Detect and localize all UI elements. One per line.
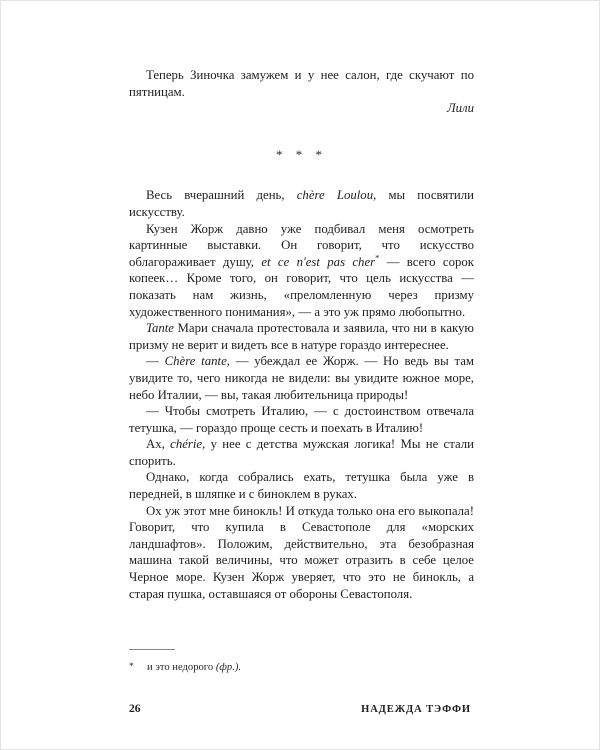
italic-text-run: et ce n'est pas cher	[261, 254, 376, 269]
footnote-language-note: (фр.).	[215, 662, 242, 673]
footnote-area	[129, 649, 474, 675]
paragraph	[129, 187, 474, 220]
italic-text-run: Chère tante	[164, 354, 227, 369]
italic-text-run: Tante	[146, 321, 174, 336]
paragraph	[129, 403, 474, 436]
section-break: * * *	[276, 146, 327, 162]
text-run: — всего сорок копеек… Кроме того, он говорит, что цель искусства — показать нам жизнь, «преломленную через призму художественного понимания», — а это уж прямо любопытно.	[129, 254, 474, 319]
footnote-divider	[129, 649, 175, 650]
text-run: Однако, когда собрались ехать, тетушка была уже в передней, в шляпке и с биноклем в руках.	[129, 470, 474, 502]
body-paragraphs	[129, 187, 474, 602]
italic-text-run: chère Loulou	[296, 188, 374, 203]
paragraph	[129, 436, 474, 469]
author-name: НАДЕЖДА ТЭФФИ	[361, 704, 471, 715]
text-run: Ох уж этот мне бинокль! И откуда только она его выкопала! Говорит, что купила в Севастополе для «морских ландшафтов». Положим, действительно, эта безобразная машина такой величины, что может отразить в себе целое Черное море. Кузен Жорж уверяет, что это не бинокль, а старая пушка, оставшаяся от обороны Севастополя.	[129, 503, 474, 601]
text-run: Кузен Жорж давно уже подбивал меня осмотреть картинные выставки. Он говорит, что искусство облагораживает душу,	[129, 221, 474, 269]
paragraph	[129, 221, 474, 321]
text-run: , у нее с детства мужская логика! Мы не стали спорить.	[129, 437, 474, 468]
footnote-marker: *	[129, 662, 134, 672]
footnote-reference-marker: *	[375, 253, 380, 263]
signature: Лили	[446, 101, 474, 116]
text-run: — Чтобы смотреть Италию, — с достоинством отвечала тетушка, — гораздо проще сесть и поехать в Италию!	[129, 404, 474, 435]
paragraph	[129, 503, 474, 603]
paragraph	[129, 353, 474, 403]
page-footer	[129, 703, 471, 715]
italic-text-run: chérie	[170, 437, 203, 452]
footnote-text: и это недорого	[147, 662, 216, 673]
footnote	[129, 660, 474, 675]
text-run: Весь вчерашний день,	[146, 188, 297, 203]
paragraph	[129, 469, 474, 502]
paragraph	[129, 320, 474, 353]
text-run: —	[146, 354, 165, 369]
opening-paragraph: Теперь Зиночка замужем и у нее салон, где скучают по пятницам.	[129, 68, 474, 99]
text-run: , мы посвятили искусству.	[129, 188, 474, 219]
text-run: Ах,	[146, 437, 171, 452]
text-run: , — убеждал ее Жорж. — Но ведь вы там увидите то, чего никогда не видели: вы увидите южное море, небо Италии, — вы, такая любительница природы!	[129, 354, 474, 402]
text-run: Мари сначала протестовала и заявила, что ни в какую призму не верит и видеть все в натуре гораздо интереснее.	[129, 321, 474, 352]
text-block	[129, 67, 474, 602]
page-number: 26	[129, 703, 141, 715]
